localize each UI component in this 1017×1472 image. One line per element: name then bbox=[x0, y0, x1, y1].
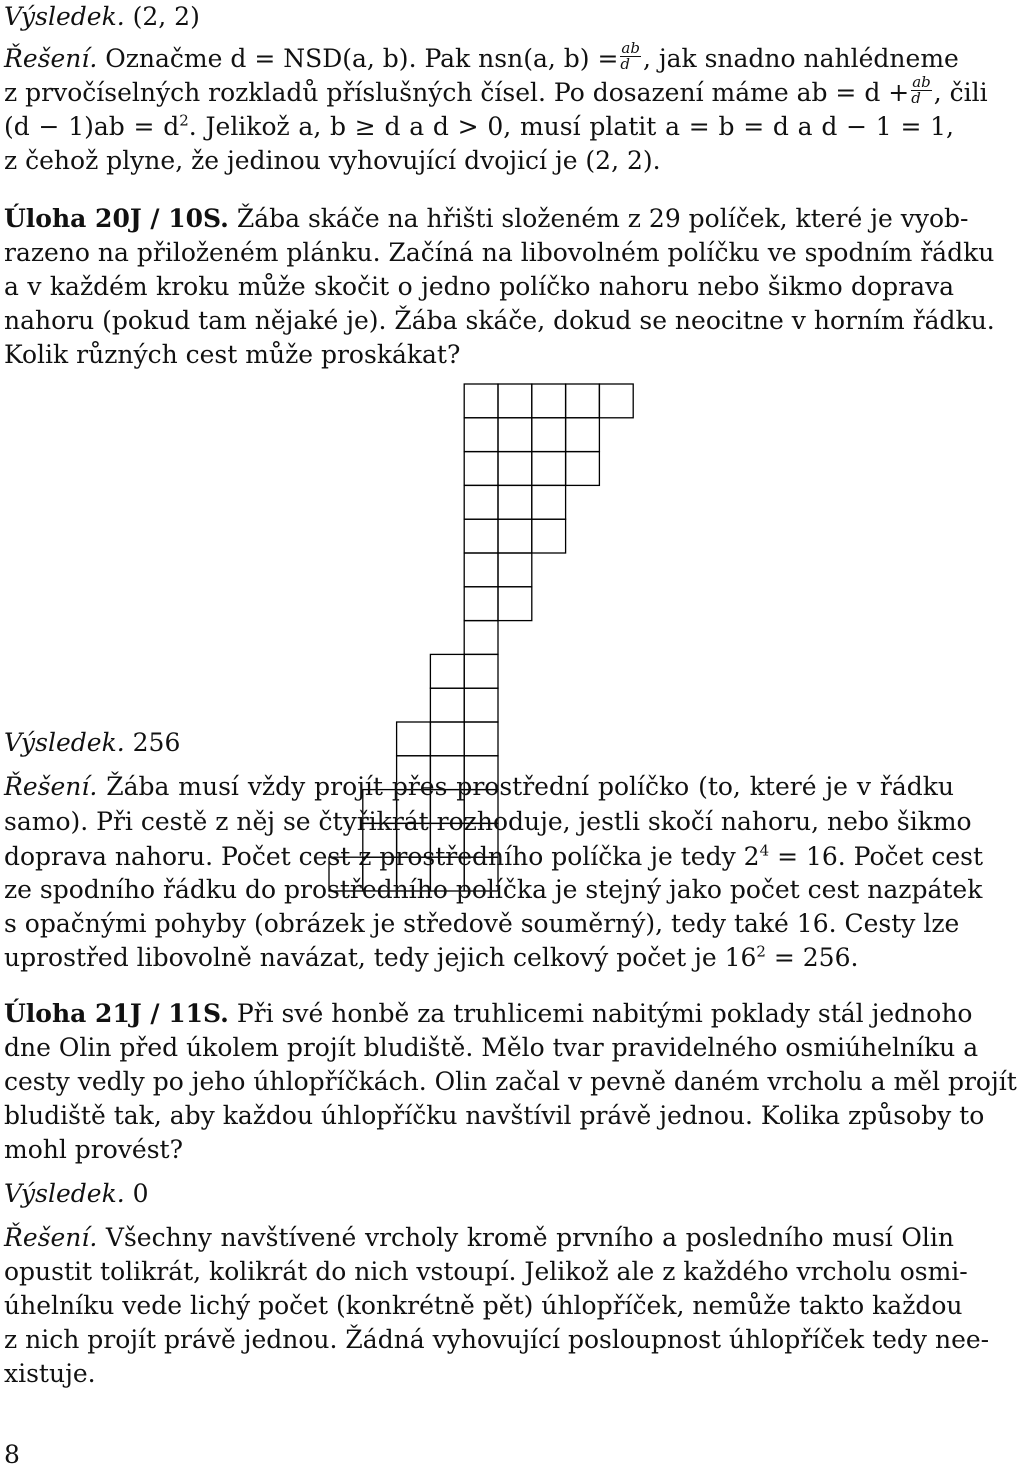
grid-cell bbox=[498, 587, 532, 621]
task21-line-3: cesty vedly po jeho úhlopříčkách. Olin začal v pevně daném vrcholu a měl projít bbox=[4, 1067, 1017, 1096]
text-span: Žába musí vždy projít přes prostřední políčko (to, které je v řádku bbox=[97, 772, 954, 801]
solution-line-4: z čehož plyne, že jedinou vyhovující dvojicí je (2, 2). bbox=[4, 146, 661, 175]
text-span: . Jelikož a, b ≥ d a d > 0, musí platit a = b = d a d − 1 = 1, bbox=[188, 112, 955, 141]
text-span: uprostřed libovolně navázat, tedy jejich celkový počet je 16 bbox=[4, 943, 757, 972]
solution-label: Řešení. bbox=[4, 44, 98, 73]
task21-solution-line-2: opustit tolikrát, kolikrát do nich vstoupí. Jelikož ale z každého vrcholu osmi- bbox=[4, 1257, 968, 1286]
text-span: z prvočíselných rozkladů příslušných čísel. Po dosazení máme ab = d + bbox=[4, 78, 910, 107]
text-span: Žába skáče na hřišti složeném z 29 políček, které je vyob- bbox=[228, 204, 969, 233]
result-value: 0 bbox=[124, 1179, 149, 1208]
grid-cell bbox=[464, 553, 498, 587]
solution-label: Řešení. bbox=[4, 1223, 98, 1252]
task21-line-2: dne Olin před úkolem projít bludiště. Mělo tvar pravidelného osmiúhelníku a bbox=[4, 1033, 979, 1062]
grid-cell bbox=[464, 452, 498, 486]
grid-cell bbox=[566, 418, 600, 452]
grid-cell bbox=[430, 654, 464, 688]
text-span: , jak snadno nahlédneme bbox=[642, 44, 959, 73]
task21-solution-line-1 bbox=[4, 1221, 954, 1255]
result-label: Výsledek. bbox=[4, 728, 125, 757]
superscript: 4 bbox=[759, 841, 770, 860]
task21-solution-line-5: xistuje. bbox=[4, 1359, 96, 1388]
fraction-numerator: ab bbox=[912, 73, 931, 91]
grid-cell bbox=[532, 519, 566, 553]
task21-line-1 bbox=[4, 997, 973, 1031]
task20-solution-line-1 bbox=[4, 770, 954, 804]
fraction-denominator: d bbox=[620, 55, 630, 73]
grid-cell bbox=[566, 384, 600, 418]
task21-line-5: mohl provést? bbox=[4, 1135, 184, 1164]
text-span: Označme d = NSD(a, b). Pak nsn(a, b) = bbox=[97, 44, 619, 73]
task20-solution-line-6 bbox=[4, 941, 954, 975]
page-number: 8 bbox=[4, 1440, 20, 1469]
grid-cell bbox=[430, 688, 464, 722]
superscript: 2 bbox=[179, 111, 189, 130]
task20-line-3: a v každém kroku může skočit o jedno políčko nahoru nebo šikmo doprava bbox=[4, 272, 954, 301]
grid-cell bbox=[498, 384, 532, 418]
grid-cell bbox=[498, 418, 532, 452]
task20-line-5: Kolik různých cest může proskákat? bbox=[4, 340, 461, 369]
grid-cell bbox=[599, 384, 633, 418]
result-label: Výsledek. bbox=[4, 1179, 125, 1208]
task20-solution-line-5: s opačnými pohyby (obrázek je středově souměrný), tedy také 16. Cesty lze bbox=[4, 909, 960, 938]
result-value: 256 bbox=[124, 728, 181, 757]
task21-line-4: bludiště tak, aby každou úhlopříčku navštívil právě jednou. Kolika způsoby to bbox=[4, 1101, 985, 1130]
grid-cell bbox=[464, 621, 498, 655]
result-label: Výsledek. bbox=[4, 2, 125, 31]
grid-cell bbox=[464, 519, 498, 553]
task20-line-2: razeno na přiloženém plánku. Začíná na libovolném políčku ve spodním řádku bbox=[4, 238, 995, 267]
text-span: Při své honbě za truhlicemi nabitými poklady stál jednoho bbox=[228, 999, 973, 1028]
task21-result-line bbox=[4, 1177, 954, 1211]
grid-cell bbox=[532, 485, 566, 519]
grid-cell bbox=[464, 418, 498, 452]
task20-solution-line-3 bbox=[4, 840, 983, 874]
fraction-numerator: ab bbox=[621, 39, 640, 57]
task20-line-4: nahoru (pokud tam nějaké je). Žába skáče, dokud se neocitne v horním řádku. bbox=[4, 306, 995, 335]
grid-cell bbox=[498, 452, 532, 486]
grid-cell bbox=[464, 587, 498, 621]
grid-cell bbox=[532, 384, 566, 418]
task20-solution-line-2: samo). Při cestě z něj se čtyřikrát rozhoduje, jestli skočí nahoru, nebo šikmo bbox=[4, 807, 972, 836]
result-value: (2, 2) bbox=[124, 2, 200, 31]
text-span: , čili bbox=[933, 78, 988, 107]
task21-solution-line-3: úhelníku vede lichý počet (konkrétně pět) úhlopříček, nemůže takto každou bbox=[4, 1291, 963, 1320]
grid-cell bbox=[464, 688, 498, 722]
task20-solution-line-4: ze spodního řádku do prostředního políčka je stejný jako počet cest nazpátek bbox=[4, 875, 983, 904]
grid-cell bbox=[498, 553, 532, 587]
grid-cell bbox=[498, 519, 532, 553]
text-span: = 16. Počet cest bbox=[769, 842, 983, 871]
grid-cell bbox=[464, 485, 498, 519]
task21-solution-line-4: z nich projít právě jednou. Žádná vyhovující posloupnost úhlopříček tedy nee- bbox=[4, 1325, 990, 1354]
grid-cell bbox=[532, 452, 566, 486]
grid-cell bbox=[532, 418, 566, 452]
task-heading: Úloha 21J / 11S. bbox=[4, 999, 229, 1028]
text-span: Všechny navštívené vrcholy kromě prvního a posledního musí Olin bbox=[97, 1223, 954, 1252]
text-span: (d − 1)ab = d bbox=[4, 112, 180, 141]
solution-label: Řešení. bbox=[4, 772, 98, 801]
text-span: doprava nahoru. Počet cest z prostředního políčka je tedy 2 bbox=[4, 842, 760, 871]
superscript: 2 bbox=[756, 942, 766, 961]
fraction-denominator: d bbox=[911, 89, 921, 107]
grid-cell bbox=[464, 654, 498, 688]
grid-cell bbox=[566, 452, 600, 486]
grid-cell bbox=[498, 485, 532, 519]
task-heading: Úloha 20J / 10S. bbox=[4, 204, 229, 233]
task20-result-line bbox=[4, 726, 954, 760]
grid-cell bbox=[464, 384, 498, 418]
text-span: = 256. bbox=[765, 943, 859, 972]
